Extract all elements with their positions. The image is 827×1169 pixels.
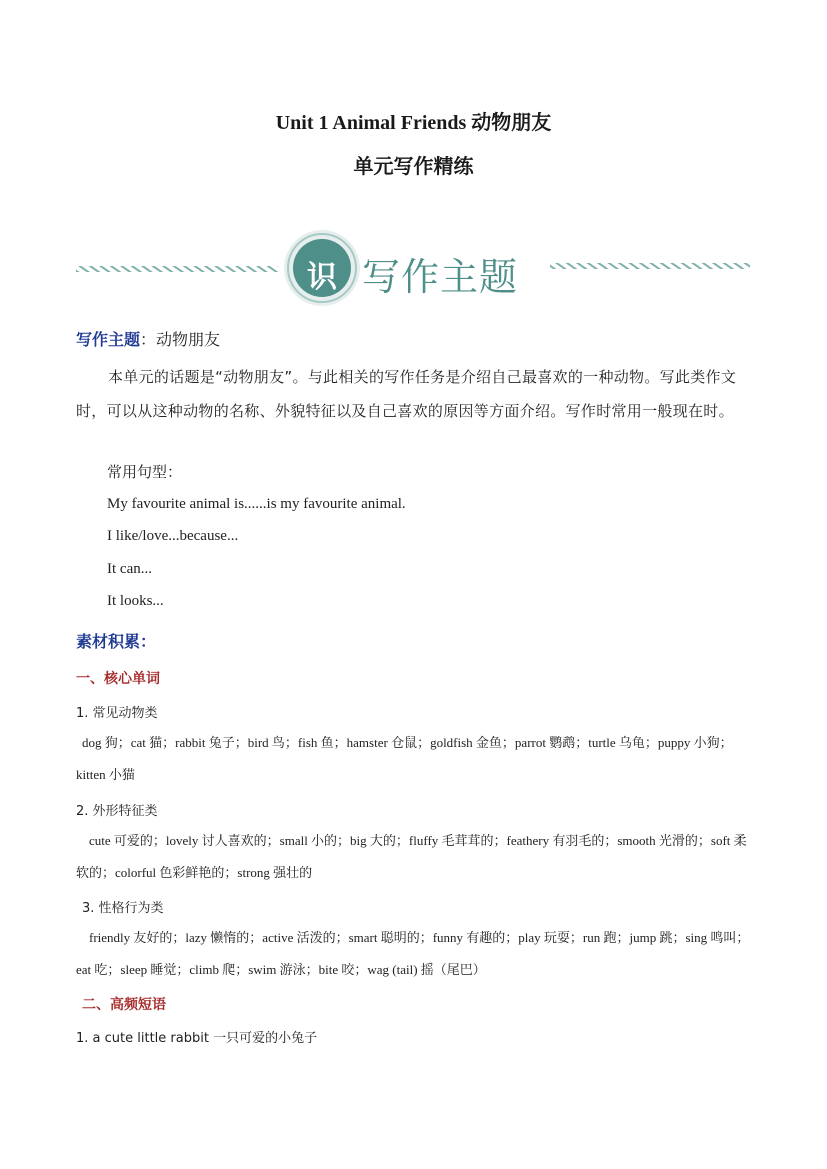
- topic-sep: ：: [140, 330, 157, 349]
- pattern-item: It can...: [107, 561, 152, 577]
- pattern-item: My favourite animal is......is my favourite animal.: [107, 496, 406, 512]
- pattern-item: I like/love...because...: [107, 528, 239, 544]
- banner-badge-char: 识: [307, 260, 337, 295]
- page-title: Unit 1 Animal Friends 动物朋友: [275, 112, 552, 134]
- page-subtitle: 单元写作精练: [353, 156, 474, 178]
- banner-hatch-left: [76, 266, 278, 272]
- pattern-item: It looks...: [107, 593, 164, 609]
- materials-heading: 素材积累：: [76, 632, 157, 651]
- topic-label: 写作主题: [76, 330, 141, 349]
- vocab-group-title: 1. 常见动物类: [76, 706, 158, 721]
- vocab-group-text: dog 狗；cat 猫；rabbit 兔子；bird 鸟；fish 鱼；hamster 仓鼠；goldfish 金鱼；parrot 鹦鹉；turtle 乌龟；puppy 小狗；kitten 小猫: [76, 735, 733, 782]
- intro-paragraph: 本单元的话题是“动物朋友”。与此相关的写作任务是介绍自己最喜欢的一种动物。写此类作文时，可以从这种动物的名称、外貌特征以及自己喜欢的原因等方面介绍。写作时常用一般现在时。: [76, 368, 737, 420]
- section2-heading: 二、高频短语: [82, 997, 166, 1013]
- patterns-label: 常用句型：: [107, 463, 183, 481]
- banner-hatch-right: [550, 263, 750, 269]
- vocab-group-title: 2. 外形特征类: [76, 804, 158, 819]
- banner-title: 写作主题: [362, 255, 519, 299]
- vocab-group-title: 3. 性格行为类: [82, 901, 164, 916]
- section1-heading: 一、核心单词: [76, 671, 160, 687]
- vocab-group-text: friendly 友好的；lazy 懒惰的；active 活泼的；smart 聪明的；funny 有趣的；play 玩耍；run 跑；jump 跳；sing 鸣叫；eat 吃；sleep 睡觉；climb 爬；swim 游泳；bite 咬；wag (tail) 摇（尾巴）: [76, 930, 750, 977]
- phrase-item: 1. a cute little rabbit 一只可爱的小兔子: [76, 1031, 318, 1046]
- vocab-group-text: cute 可爱的；lovely 讨人喜欢的；small 小的；big 大的；fluffy 毛茸茸的；feathery 有羽毛的；smooth 光滑的；soft 柔软的；colorful 色彩鲜艳的；strong 强壮的: [76, 833, 747, 880]
- topic-value: 动物朋友: [156, 330, 221, 349]
- topic-line: [76, 327, 220, 350]
